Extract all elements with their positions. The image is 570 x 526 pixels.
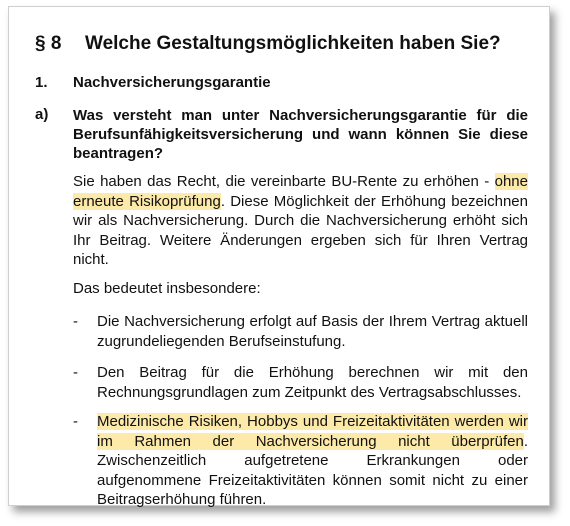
list-dash: - <box>73 313 78 330</box>
list-item-text <box>97 412 528 510</box>
section-heading <box>35 33 501 55</box>
subsection-number: 1. <box>35 74 48 91</box>
highlight-no-risk-check: ohne erneute Risikoprüfung <box>73 173 528 210</box>
paragraph-text-end: . Diese Möglichkeit der Erhöhung bezeichnen wir als Nachversicherung. Durch die Nachversicherung erhöht sich Ihr Beitrag. Weitere Änderungen ergeben sich für Ihren Vertrag nicht. <box>73 192 528 268</box>
list-item-text: Die Nachversicherung erfolgt auf Basis der Ihrem Vertrag aktuell zugrundeliegenden Berufseinstufung. <box>97 313 528 350</box>
list-dash: - <box>73 364 78 381</box>
list-dash: - <box>73 413 78 430</box>
list-item <box>73 363 528 402</box>
subsection-title: Nachversicherungsgarantie <box>73 74 271 91</box>
paragraph-right-to-increase <box>73 172 528 270</box>
list-item-text-end: . Zwischenzeitlich aufgetretene Erkrankungen oder aufgenommene Freizeitaktivitäten können somit nicht zu einer Beitragserhöhung führen. <box>97 432 528 508</box>
list-item <box>73 412 528 510</box>
question-text: Was versteht man unter Nachversicherungsgarantie für die Berufsunfähigkeitsversicherung und wann können Sie diese beantragen? <box>73 107 528 162</box>
section-number: § 8 <box>35 33 62 54</box>
paragraph-meaning: Das bedeutet insbesondere: <box>73 280 261 297</box>
paragraph-text-start: Sie haben das Recht, die vereinbarte BU-Rente zu erhöhen - <box>73 173 495 190</box>
list-item-text: Den Beitrag für die Erhöhung berechnen wir mit den Rechnungsgrundlagen zum Zeitpunkt des Vertragsabschlusses. <box>97 364 528 401</box>
question-marker: a) <box>35 106 49 123</box>
subsection-heading <box>35 74 271 91</box>
section-title: Welche Gestaltungsmöglichkeiten haben Sie? <box>85 33 501 54</box>
document-page <box>8 6 550 506</box>
highlight-medical-risks: Medizinische Risiken, Hobbys und Freizeitaktivitäten werden wir im Rahmen der Nachversicherung nicht überprüfen <box>97 413 528 450</box>
list-item <box>73 312 528 351</box>
